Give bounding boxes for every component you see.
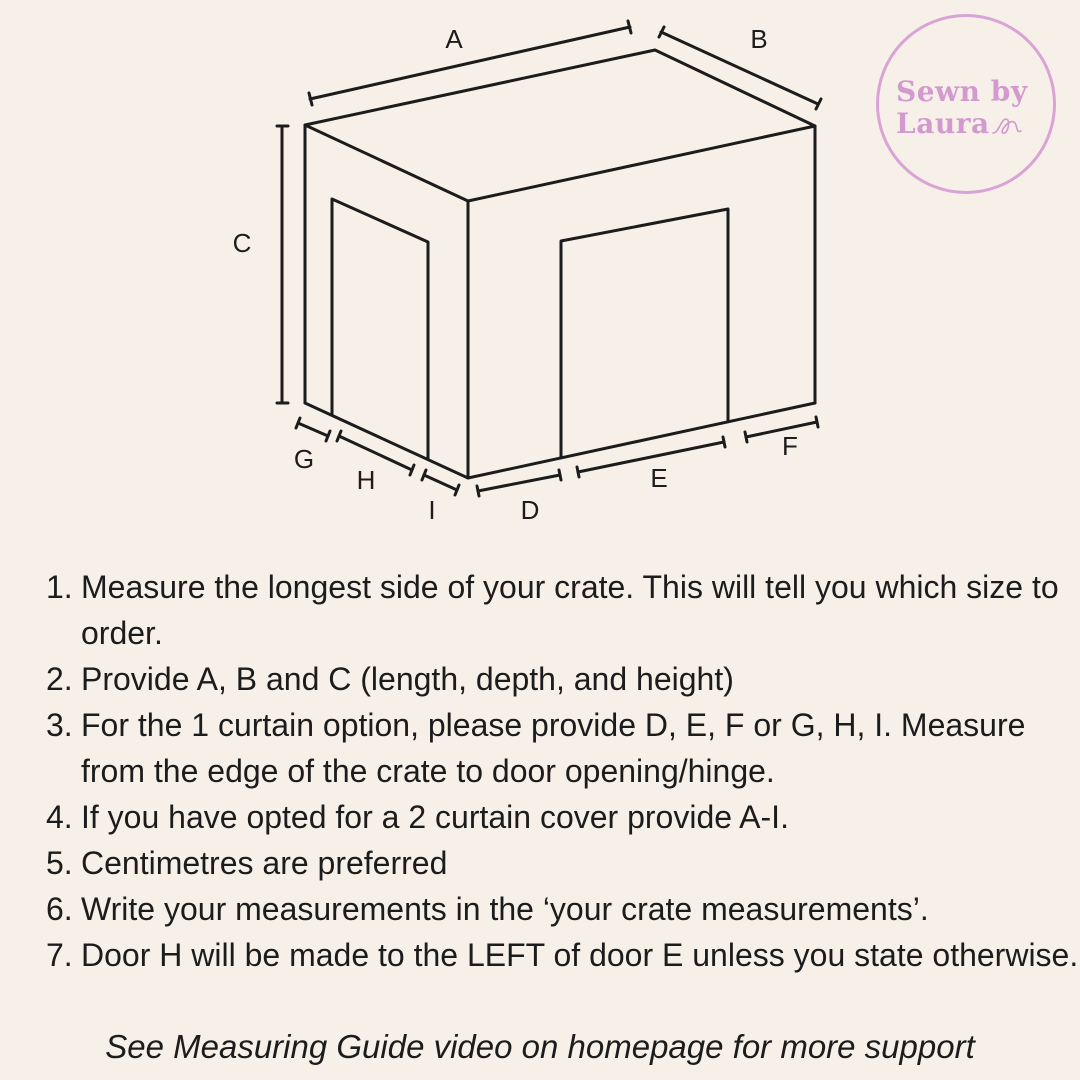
dimension-h-line <box>337 431 414 475</box>
instruction-item <box>0 564 1080 656</box>
label-c: C <box>232 228 252 258</box>
instruction-number: 2. <box>46 661 73 697</box>
crate-top-face <box>305 50 815 201</box>
crate-bottom-right-edge <box>468 403 815 478</box>
instruction-text: Measure the longest side of your crate. This will tell you which size to order. <box>81 569 1059 651</box>
footer-note: See Measuring Guide video on homepage for more support <box>105 1028 975 1065</box>
instruction-text: Centimetres are preferred <box>81 845 448 881</box>
dimension-c-line <box>277 126 288 403</box>
instruction-number: 5. <box>46 845 73 881</box>
label-i: I <box>428 495 436 525</box>
instruction-item <box>0 702 1080 794</box>
dimension-i-line <box>422 470 459 495</box>
label-e: E <box>650 463 668 493</box>
label-f: F <box>782 431 798 461</box>
instruction-item <box>0 840 1080 886</box>
dimension-a-line <box>309 21 631 105</box>
dimension-g-line <box>296 418 330 441</box>
instruction-text: Provide A, B and C (length, depth, and height) <box>81 661 734 697</box>
instruction-number: 1. <box>46 569 73 605</box>
crate-bottom-left-edge <box>305 403 468 478</box>
instruction-number: 6. <box>46 891 73 927</box>
instruction-item <box>0 886 1080 932</box>
logo-line-1: Sewn by <box>896 75 1028 108</box>
dimension-b-line <box>659 27 821 109</box>
instruction-item <box>0 932 1080 978</box>
instruction-text: Write your measurements in the ‘your crate measurements’. <box>81 891 929 927</box>
crate-box <box>305 50 815 478</box>
instruction-item <box>0 794 1080 840</box>
instruction-text: For the 1 curtain option, please provide D, E, F or G, H, I. Measure from the edge of the crate to door opening/hinge. <box>81 707 1026 789</box>
side-door-outline <box>332 199 428 459</box>
label-g: G <box>293 444 315 474</box>
label-d: D <box>520 495 540 525</box>
front-door-outline <box>561 209 728 457</box>
measuring-instructions-list <box>0 564 1080 978</box>
label-b: B <box>750 24 768 54</box>
instruction-number: 4. <box>46 799 73 835</box>
instruction-number: 7. <box>46 937 73 973</box>
instruction-text: Door H will be made to the LEFT of door E unless you state otherwise. <box>81 937 1079 973</box>
sewn-by-laura-logo <box>876 14 1056 194</box>
instruction-item <box>0 656 1080 702</box>
instruction-number: 3. <box>46 707 73 743</box>
instruction-text: If you have opted for a 2 curtain cover provide A-I. <box>81 799 789 835</box>
label-a: A <box>445 24 463 54</box>
dimension-lines <box>277 21 821 496</box>
logo-line-2: Laura <box>896 107 990 140</box>
label-h: H <box>356 465 376 495</box>
logo-flourish-icon <box>991 113 1023 139</box>
